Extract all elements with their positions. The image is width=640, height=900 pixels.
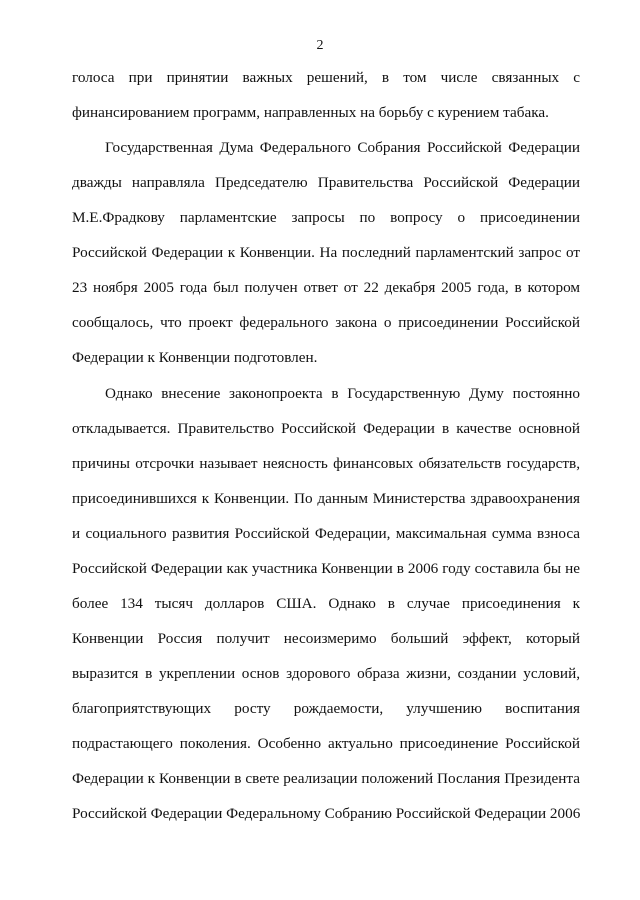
text-line: Федерации к Конвенции подготовлен. (72, 349, 318, 366)
text-line: и социального развития Российской Федерации, максимальная сумма взноса (72, 525, 580, 542)
text-line: Российской Федерации Федеральному Собранию Российской Федерации 2006 (72, 805, 580, 822)
text-line: благоприятствующих росту рождаемости, улучшению воспитания (72, 700, 580, 717)
text-line: более 134 тысяч долларов США. Однако в случае присоединения к (72, 595, 580, 612)
text-line: Федерации к Конвенции в свете реализации положений Послания Президента (72, 770, 580, 787)
text-line: Конвенции Россия получит несоизмеримо больший эффект, который (72, 630, 580, 647)
text-line: выразится в укреплении основ здорового образа жизни, создании условий, (72, 665, 580, 682)
text-line: подрастающего поколения. Особенно актуально присоединение Российской (72, 735, 580, 752)
text-line: 23 ноября 2005 года был получен ответ от 22 декабря 2005 года, в котором (72, 279, 580, 296)
text-line: сообщалось, что проект федерального закона о присоединении Российской (72, 314, 580, 331)
text-line: Российской Федерации как участника Конвенции в 2006 году составила бы не (72, 560, 580, 577)
text-line: присоединившихся к Конвенции. По данным Министерства здравоохранения (72, 490, 580, 507)
text-line: М.Е.Фрадкову парламентские запросы по вопросу о присоединении (72, 209, 580, 226)
paragraph-2 (72, 136, 580, 381)
text-line: Российской Федерации к Конвенции. На последний парламентский запрос от (72, 244, 580, 261)
text-line: Государственная Дума Федерального Собрания Российской Федерации (105, 139, 580, 156)
text-line: Однако внесение законопроекта в Государственную Думу постоянно (105, 385, 580, 402)
text-line: финансированием программ, направленных на борьбу с курением табака. (72, 104, 549, 121)
text-line: голоса при принятии важных решений, в том числе связанных с (72, 69, 580, 86)
page-number: 2 (316, 38, 324, 53)
paragraph-3 (72, 382, 580, 837)
text-line: дважды направляла Председателю Правительства Российской Федерации (72, 174, 580, 191)
text-line: откладывается. Правительство Российской Федерации в качестве основной (72, 420, 580, 437)
paragraph-1 (72, 66, 580, 136)
text-line: причины отсрочки называет неясность финансовых обязательств государств, (72, 455, 580, 472)
